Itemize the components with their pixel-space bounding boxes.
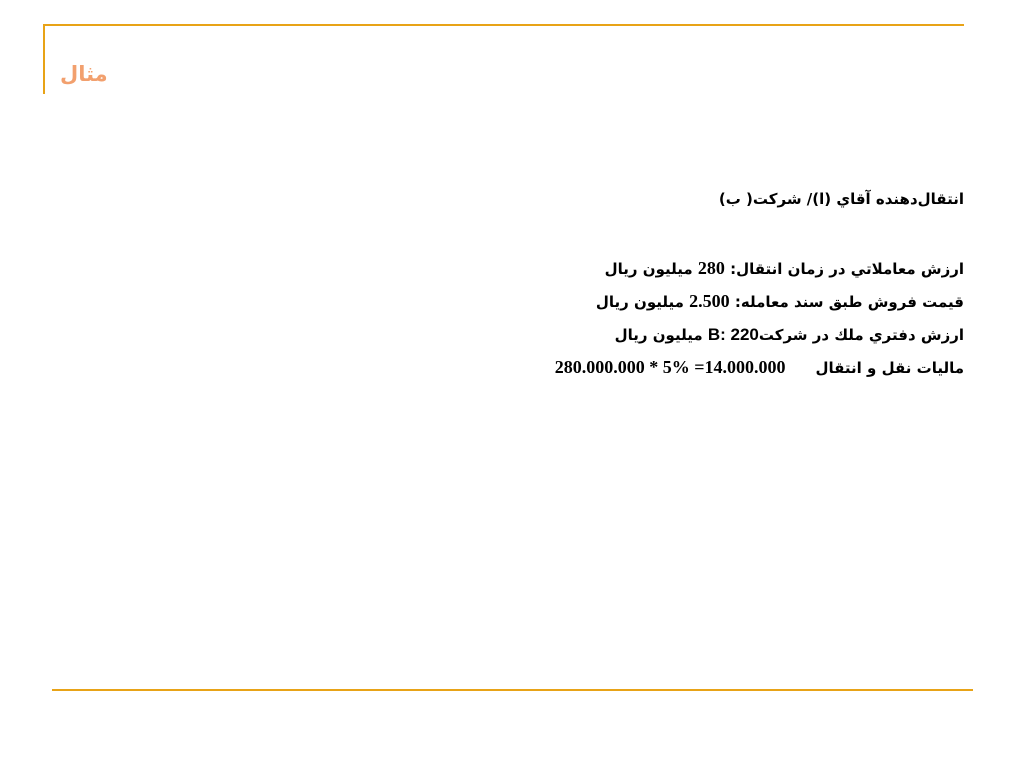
transaction-value-label: ارزش معاملاتي در زمان انتقال:	[724, 260, 964, 278]
text-line-transaction-value	[404, 252, 964, 285]
book-value-unit: ميليون ريال	[614, 326, 708, 344]
paragraph-gap	[404, 216, 964, 252]
slide-body	[404, 183, 964, 384]
transaction-value-number: 280	[697, 258, 725, 278]
text-line-transferor	[404, 183, 964, 216]
sale-price-unit: ميليون ريال	[595, 293, 690, 311]
transaction-value-unit: ميليون ريال	[604, 260, 698, 278]
sale-price-number: 2.500	[689, 291, 730, 311]
transfer-tax-label: ماليات نقل و انتقال	[815, 359, 964, 377]
text-line-transfer-tax	[404, 351, 964, 384]
sale-price-label: قيمت فروش طبق سند معامله:	[729, 293, 964, 311]
text-line-sale-price	[404, 285, 964, 318]
transferor-text: انتقال‌دهنده آقاي (ا)/ شركت( ب)	[718, 190, 964, 208]
book-value-label: ارزش دفتري ملك در شركت	[758, 326, 964, 344]
book-value-number: B: 220	[707, 325, 759, 344]
bottom-divider-line	[52, 689, 973, 691]
top-divider-line	[43, 24, 964, 26]
transfer-tax-calculation: 280.000.000 * 5% =14.000.000	[554, 357, 786, 377]
slide-title: مثال	[60, 62, 108, 86]
left-accent-line	[43, 24, 45, 94]
text-line-book-value	[404, 318, 964, 351]
